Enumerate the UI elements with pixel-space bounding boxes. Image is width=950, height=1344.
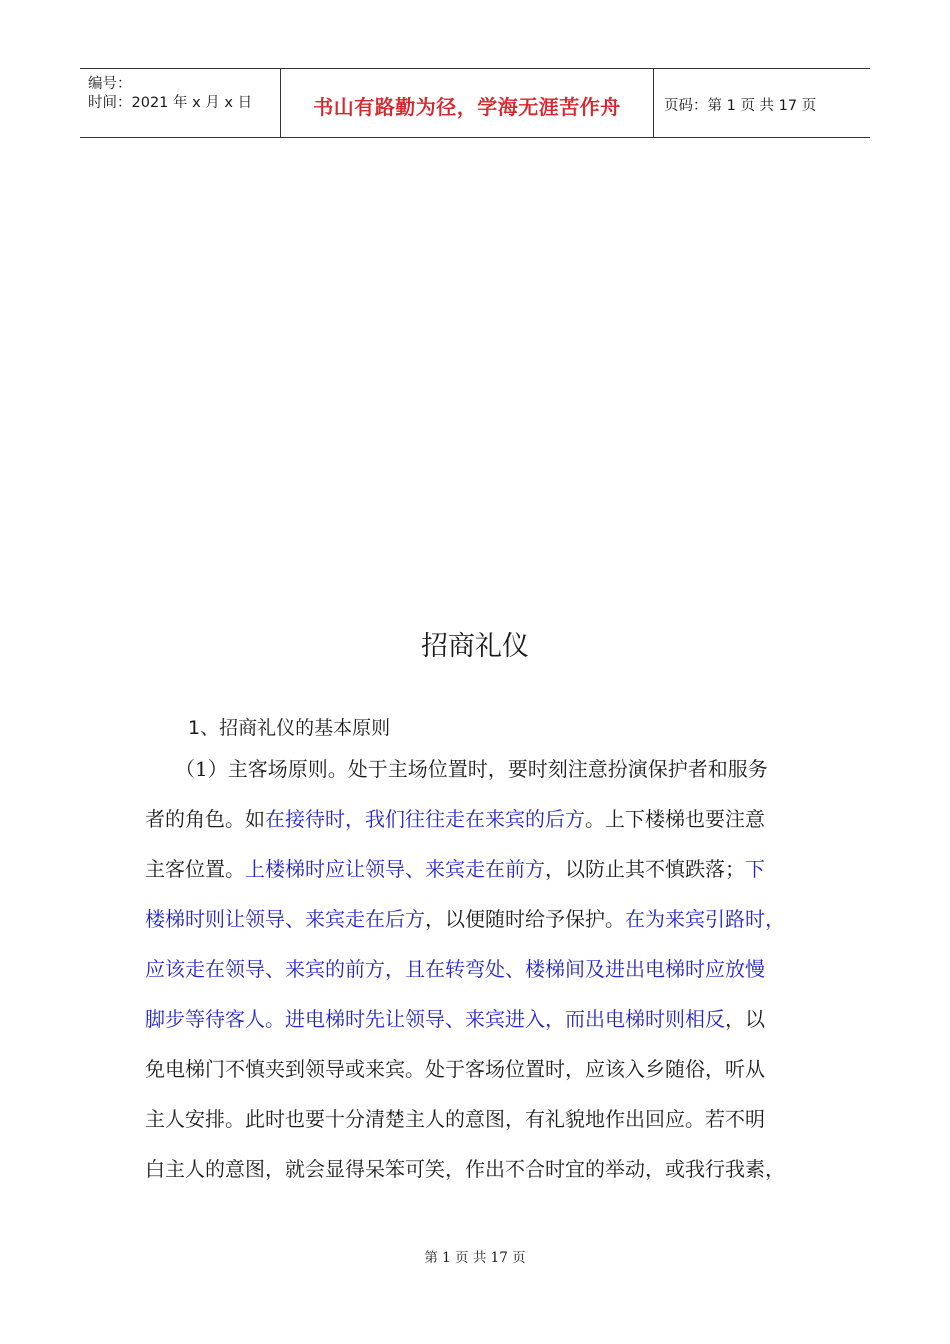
- header-motto-cell: [281, 69, 654, 137]
- body-text-span: （1）主客场原则。处于主场位置时，要时刻注意扮演保护者和服务: [175, 757, 768, 781]
- section-heading: 1、招商礼仪的基本原则: [188, 717, 391, 739]
- highlighted-text: 应该走在领导、来宾的前方，且在转弯处、楼梯间及进出电梯时应放慢: [145, 957, 765, 981]
- page-footer: 第 1 页 共 17 页: [424, 1250, 526, 1266]
- body-text-span: ，以便随时给予保护。: [425, 907, 625, 931]
- time-label: 时间：2021 年 x 月 x 日: [88, 95, 253, 111]
- body-text-span: 免电梯门不慎夹到领导或来宾。处于客场位置时，应该入乡随俗，听从: [145, 1057, 765, 1081]
- body-text-span: 者的角色。如: [145, 807, 265, 831]
- highlighted-text: 在为来宾引路时，: [625, 907, 785, 931]
- body-line: [145, 1103, 765, 1132]
- body-text-span: 。上下楼梯也要注意: [585, 807, 765, 831]
- body-text-span: 主人安排。此时也要十分清楚主人的意图，有礼貌地作出回应。若不明: [145, 1107, 765, 1131]
- body-text-span: ，以: [725, 1007, 765, 1031]
- body-line: [145, 1053, 765, 1082]
- body-line: [145, 853, 765, 882]
- highlighted-text: 上楼梯时应让领导、来宾走在前方: [245, 857, 545, 881]
- number-label: 编号：: [88, 76, 132, 92]
- highlighted-text: 楼梯时则让领导、来宾走在后方: [145, 907, 425, 931]
- body-line: [145, 903, 785, 932]
- page-title: 招商礼仪: [421, 631, 529, 662]
- body-text-span: 主客位置。: [145, 857, 245, 881]
- body-text-span: ，以防止其不慎跌落；: [545, 857, 745, 881]
- body-line: [175, 753, 768, 782]
- header-page-cell: [654, 69, 870, 137]
- highlighted-text: 下: [745, 857, 765, 881]
- body-line: [145, 803, 765, 832]
- motto-text: 书山有路勤为径，学海无涯苦作舟: [313, 95, 621, 119]
- highlighted-text: 在接待时，我们往往走在来宾的后方: [265, 807, 585, 831]
- document-header: [80, 68, 870, 138]
- page-info: 页码：第 1 页 共 17 页: [664, 98, 817, 114]
- header-meta-cell: [80, 69, 281, 137]
- body-line: [145, 953, 765, 982]
- body-text-span: 白主人的意图，就会显得呆笨可笑，作出不合时宜的举动，或我行我素，: [145, 1157, 785, 1181]
- highlighted-text: 脚步等待客人。进电梯时先让领导、来宾进入，而出电梯时则相反: [145, 1007, 725, 1031]
- body-line: [145, 1003, 765, 1032]
- body-line: [145, 1153, 785, 1182]
